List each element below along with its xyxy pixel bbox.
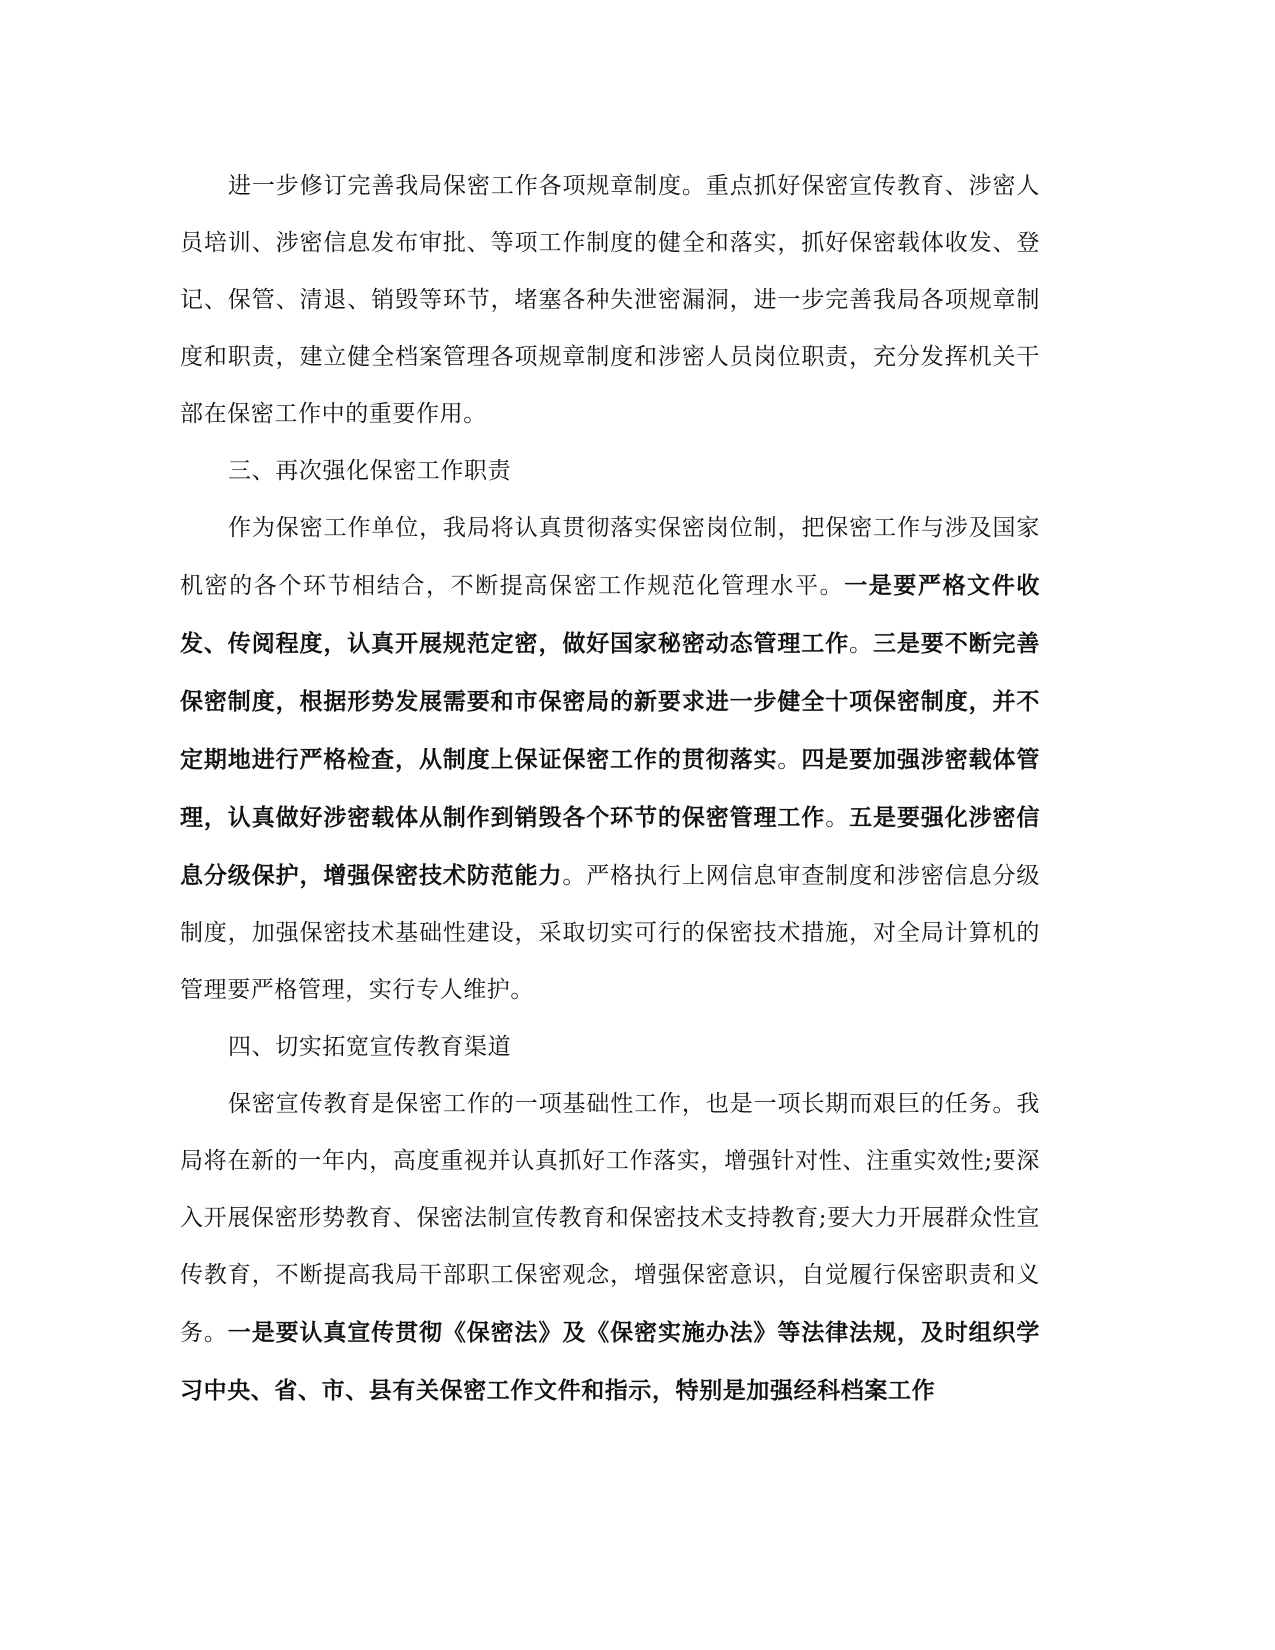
duties-point-1: 一是要严格文件收发、传阅程度，认真开展规范定密，做好国家秘密动态管理工作 bbox=[180, 572, 1040, 657]
section-heading-3: 三、再次强化保密工作职责 bbox=[228, 458, 512, 484]
duties-sep-2: 。 bbox=[777, 747, 802, 773]
duties-point-3: 三是要不断完善保密制度，根据形势发展需要和市保密局的新要求进一步健全十项保密制度，并不定期地进行严格检查，从制度上保证保密工作的贯彻落实 bbox=[180, 630, 1040, 773]
paragraph-duties bbox=[180, 500, 1040, 1019]
duties-sep-1: 。 bbox=[849, 631, 874, 657]
paragraph-regulations: 进一步修订完善我局保密工作各项规章制度。重点抓好保密宣传教育、涉密人员培训、涉密信息发布审批、等项工作制度的健全和落实，抓好保密载体收发、登记、保管、清退、销毁等环节，堵塞各种失泄密漏洞，进一步完善我局各项规章制度和职责，建立健全档案管理各项规章制度和涉密人员岗位职责，充分发挥机关干部在保密工作中的重要作用。 bbox=[180, 173, 1040, 427]
education-lead-text: 保密宣传教育是保密工作的一项基础性工作，也是一项长期而艰巨的任务。我局将在新的一年内，高度重视并认真抓好工作落实，增强针对性、注重实效性;要深入开展保密形势教育、保密法制宣传教育和保密技术支持教育;要大力开展群众性宣传教育，不断提高我局干部职工保密观念，增强保密意识，自觉履行保密职责和义务。 bbox=[180, 1091, 1040, 1346]
duties-point-4: 四是要加强涉密载体管理，认真做好涉密载体从制作到销毁各个环节的保密管理工作 bbox=[180, 746, 1040, 831]
education-point-1: 一是要认真宣传贯彻《保密法》及《保密实施办法》等法律法规，及时组织学习中央、省、市、县有关保密工作文件和指示，特别是加强经科档案工作 bbox=[180, 1319, 1040, 1404]
paragraph-education bbox=[180, 1076, 1040, 1420]
document-body bbox=[180, 158, 1040, 1420]
duties-sep-3: 。 bbox=[825, 805, 850, 831]
section-heading-4: 四、切实拓宽宣传教育渠道 bbox=[228, 1034, 512, 1060]
duties-point-5: 五是要强化涉密信息分级保护，增强保密技术防范能力 bbox=[180, 804, 1040, 889]
duties-lead-text: 作为保密工作单位，我局将认真贯彻落实保密岗位制，把保密工作与涉及国家机密的各个环节相结合，不断提高保密工作规范化管理水平。 bbox=[180, 515, 1040, 599]
duties-tail-text: 。严格执行上网信息审查制度和涉密信息分级制度，加强保密技术基础性建设，采取切实可行的保密技术措施，对全局计算机的管理要严格管理，实行专人维护。 bbox=[180, 863, 1040, 1003]
